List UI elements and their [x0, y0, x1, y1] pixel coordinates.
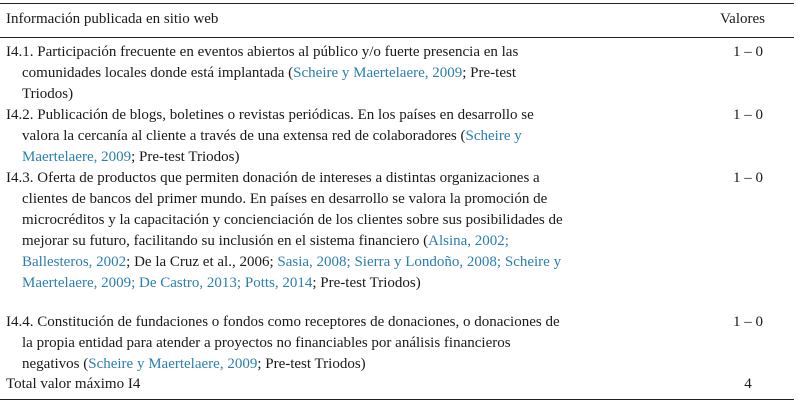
citation-text: Sasia, 2008; Sierra y Londoño, 2008; Scheire y Maertelaere, 2009; De Castro, 2013; Potts, 2014	[22, 254, 562, 291]
citation-text: Scheire y Maertelaere, 2009	[293, 65, 463, 81]
description-text: ; Pre-test Triodos)	[131, 149, 240, 165]
total-value: 4	[744, 376, 752, 392]
citation-text: Scheire y Maertelaere, 2009	[88, 356, 258, 372]
description-text: I4.1. Participación frecuente en eventos abiertos al público y/o fuerte presencia en las comunidades locales donde está implantada (	[6, 44, 519, 81]
description-text: ; Pre-test Triodos)	[22, 65, 517, 102]
header-values-label: Valores	[720, 11, 765, 27]
row-value: 1 – 0	[733, 44, 763, 60]
description-text: I4.2. Publicación de blogs, boletines o revistas periódicas. En los países en desarrollo se valora la cercanía al cliente a través de una extensa red de colaboradores (	[6, 107, 534, 144]
citation-text: Scheire y Maertelaere, 2009	[22, 128, 522, 165]
header-rule	[0, 37, 794, 38]
bottom-rule	[0, 399, 794, 400]
total-label: Total valor máximo I4	[6, 376, 141, 392]
row-value: 1 – 0	[733, 314, 763, 330]
row-description	[6, 42, 566, 105]
row-description	[6, 105, 566, 168]
description-text: ; Pre-test Triodos)	[257, 356, 366, 372]
top-rule	[0, 3, 794, 4]
row-value: 1 – 0	[733, 107, 763, 123]
description-text: ; De la Cruz et al., 2006;	[126, 254, 278, 270]
row-description	[6, 168, 566, 294]
row-description	[6, 312, 566, 375]
header-info-label: Información publicada en sitio web	[6, 11, 219, 27]
citation-text: Alsina, 2002; Ballesteros, 2002	[22, 233, 509, 270]
description-text: I4.3. Oferta de productos que permiten donación de intereses a distintas organizaciones a clientes de bancos del primer mundo. En países en desarrollo se valora la promoción de microcréditos y la capacitación y concienciación de los clientes sobre sus posibilidades de mejorar su futuro, facilitando su inclusión en el sistema financiero (	[6, 170, 563, 249]
description-text: I4.4. Constitución de fundaciones o fondos como receptores de donaciones, o donaciones de la propia entidad para atender a proyectos no financiables por análisis financieros negativos (	[6, 314, 560, 372]
row-value: 1 – 0	[733, 170, 763, 186]
description-text: ; Pre-test Triodos)	[312, 275, 421, 291]
